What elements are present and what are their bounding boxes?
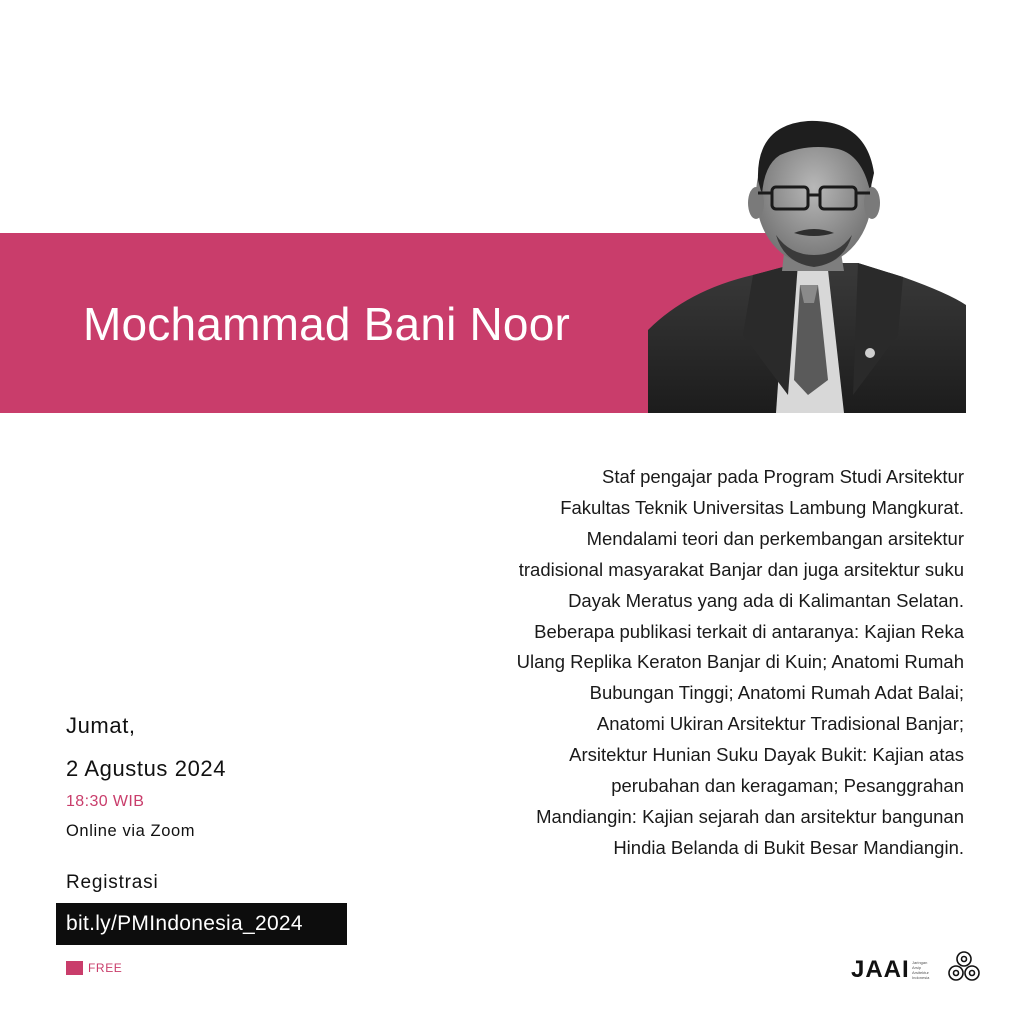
bio-line: Ulang Replika Keraton Banjar di Kuin; Anatomi Rumah bbox=[516, 651, 964, 673]
speaker-name: Mochammad Bani Noor bbox=[83, 298, 571, 350]
free-square-icon bbox=[66, 961, 83, 975]
logo-subtitle-line: Arsitektur bbox=[912, 970, 929, 975]
bio-line: Staf pengajar pada Program Studi Arsitektur bbox=[602, 466, 964, 487]
bio-line: tradisional masyarakat Banjar dan juga arsitektur suku bbox=[518, 558, 964, 580]
bio-line: Bubungan Tinggi; Anatomi Rumah Adat Balai; bbox=[589, 682, 964, 704]
bio-line: Dayak Meratus yang ada di Kalimantan Selatan. bbox=[568, 589, 964, 611]
logo-subtitle-line: Arsip bbox=[912, 965, 922, 970]
speaker-bio bbox=[384, 462, 964, 864]
event-date: 2 Agustus 2024 bbox=[66, 756, 227, 781]
logo-subtitle bbox=[912, 960, 942, 980]
logo-mark: JAAI bbox=[851, 956, 910, 983]
logo-subtitle-line: Indonesia bbox=[912, 975, 930, 980]
price-label: FREE bbox=[88, 961, 123, 975]
bio-line: Beberapa publikasi terkait di antaranya: Kajian Reka bbox=[534, 620, 964, 642]
bio-line: Mandiangin: Kajian sejarah dan arsitektur bangunan bbox=[536, 805, 964, 827]
bio-line: Arsitektur Hunian Suku Dayak Bukit: Kajian atas bbox=[569, 744, 964, 766]
bio-line: Fakultas Teknik Universitas Lambung Mangkurat. bbox=[560, 496, 964, 518]
triple-circle-logo-icon bbox=[944, 948, 984, 988]
event-time: 18:30 WIB bbox=[66, 793, 145, 810]
event-venue: Online via Zoom bbox=[66, 822, 196, 840]
logo-subtitle-line: Jaringan bbox=[912, 960, 928, 965]
bio-line: perubahan dan keragaman; Pesanggrahan bbox=[611, 775, 964, 797]
registration-link[interactable]: bit.ly/PMIndonesia_2024 bbox=[56, 903, 347, 945]
registration-label: Registrasi bbox=[66, 872, 159, 893]
event-day: Jumat, bbox=[66, 713, 136, 738]
speaker-photo bbox=[648, 95, 966, 413]
bio-line: Mendalami teori dan perkembangan arsitektur bbox=[586, 527, 964, 549]
bio-line: Anatomi Ukiran Arsitektur Tradisional Banjar; bbox=[596, 713, 964, 735]
bio-line: Hindia Belanda di Bukit Besar Mandiangin. bbox=[613, 836, 964, 858]
